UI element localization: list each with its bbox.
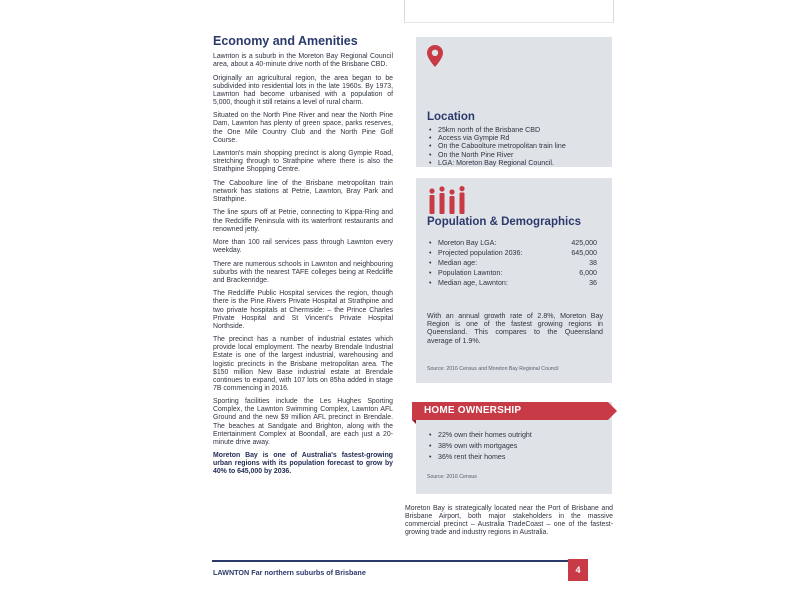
stat-row <box>427 258 605 268</box>
location-title: Location <box>427 111 475 123</box>
list-item: • 25km north of the Brisbane CBD <box>427 126 607 134</box>
economy-paragraph: The Redcliffe Public Hospital services the region, though there is the Pine Rivers Private Hospital at Strathpine and two private hospitals at Chermside: – the Prince Charles Private Hospital and St Vincent's Private Hospital Northside. <box>213 290 393 330</box>
economy-paragraph: Sporting facilities include the Les Hughes Sporting Complex, the Lawnton Swimming Complex, Lawnton AFL Ground and the new $9 million AFL precinct in Brendale. The beaches at Sandgate and Brighton, along with the Entertainment Complex at Boondall, are each just a 20-minute drive away. <box>213 398 393 446</box>
list-item: • On the North Pine River <box>427 151 607 159</box>
stat-value: 38 <box>589 259 597 267</box>
list-item: • 22% own their homes outright <box>427 430 607 441</box>
population-source: Source: 2016 Census and Moreton Bay Regional Council <box>427 366 559 372</box>
list-item: • LGA: Moreton Bay Regional Council. <box>427 159 607 167</box>
people-icon <box>427 186 471 214</box>
economy-paragraph: Originally an agricultural region, the area began to be subdivided into residential lots in the late 1960s. By 1973, Lawnton had become urbanised with a population of 5,000, though it still retains a level of rural charm. <box>213 74 393 106</box>
economy-paragraph: Lawnton is a suburb in the Moreton Bay Regional Council area, about a 40-minute drive north of the Brisbane CBD. <box>213 53 393 69</box>
economy-paragraph: There are numerous schools in Lawnton and neighbouring suburbs with the nearest TAFE colleges being at Redcliffe and Brackenridge. <box>213 260 393 284</box>
stat-value: 645,000 <box>571 249 597 257</box>
economy-paragraph: The precinct has a number of industrial estates which provide local employment. The nearby Brendale Industrial Estate is one of the largest industrial, warehousing and logistic precincts in the Brisbane metropolitan area. The $150 million New Base industrial estate at Brendale continues to expand, with 107 lots on 85ha added in stage 7B commencing in 2016. <box>213 336 393 392</box>
economy-highlight: Moreton Bay is one of Australia's fastest-growing urban regions with its population forecast to grow by 40% to 645,000 by 2036. <box>213 452 393 476</box>
economy-paragraph: More than 100 rail services pass through Lawnton every weekday. <box>213 239 393 255</box>
population-note: With an annual growth rate of 2.8%, Moreton Bay Region is one of the fastest growing regions in Queensland. This compares to the Queensland average of 1.9%. <box>427 312 603 345</box>
list-item: • Access via Gympie Rd <box>427 134 607 142</box>
home-ownership-banner <box>412 402 608 420</box>
footer-text: LAWNTON Far northern suburbs of Brisbane <box>213 568 366 577</box>
stat-label: • Median age, Lawnton: <box>438 279 508 287</box>
location-list <box>427 126 607 167</box>
location-card <box>416 37 612 167</box>
stat-label: • Moreton Bay LGA: <box>438 239 497 247</box>
list-item: • 36% rent their homes <box>427 452 607 463</box>
list-item: • 38% own with mortgages <box>427 441 607 452</box>
economy-title: Economy and Amenities <box>213 34 358 48</box>
list-item: • On the Caboolture metropolitan train line <box>427 142 607 150</box>
stat-row <box>427 248 605 258</box>
home-ownership-source: Source: 2016 Census <box>427 474 477 480</box>
page-number: 4 <box>568 559 588 581</box>
economy-section <box>213 34 393 482</box>
stat-value: 425,000 <box>571 239 597 247</box>
economy-paragraph: Situated on the North Pine River and near the North Pine Dam, Lawnton has plenty of green space, parks reserves, the One Mile Country Club and the North Pine Golf Course. <box>213 112 393 144</box>
closing-paragraph: Moreton Bay is strategically located near the Port of Brisbane and Brisbane Airport, both major stakeholders in the massive commercial precinct – Australia TradeCoast – one of the fastest-growing trade and industry regions in Australia. <box>405 505 613 537</box>
population-stats <box>427 238 605 288</box>
home-ownership-card <box>416 402 612 494</box>
population-card <box>416 178 612 383</box>
stat-row <box>427 238 605 248</box>
economy-paragraph: Lawnton's main shopping precinct is along Gympie Road, stretching through to Strathpine where there is also the Strathpine Shopping Centre. <box>213 150 393 174</box>
home-ownership-title: HOME OWNERSHIP <box>424 405 522 416</box>
economy-paragraph: The Caboolture line of the Brisbane metropolitan train network has stations at Petrie, Lawnton, Bray Park and Strathpine. <box>213 179 393 203</box>
map-pin-icon <box>427 45 443 67</box>
stat-value: 6,000 <box>579 269 597 277</box>
top-decoration <box>404 0 614 23</box>
population-title: Population & Demographics <box>427 216 581 228</box>
stat-row <box>427 268 605 278</box>
footer-divider <box>212 560 572 562</box>
economy-paragraph: The line spurs off at Petrie, connecting to Kippa-Ring and the Redcliffe Peninsula with its waterfront restaurants and renowned jetty. <box>213 209 393 233</box>
stat-label: • Projected population 2036: <box>438 249 523 257</box>
stat-value: 36 <box>589 279 597 287</box>
home-ownership-list <box>427 430 607 463</box>
stat-label: • Median age: <box>438 259 478 267</box>
stat-row <box>427 278 605 288</box>
stat-label: • Population Lawnton: <box>438 269 503 277</box>
